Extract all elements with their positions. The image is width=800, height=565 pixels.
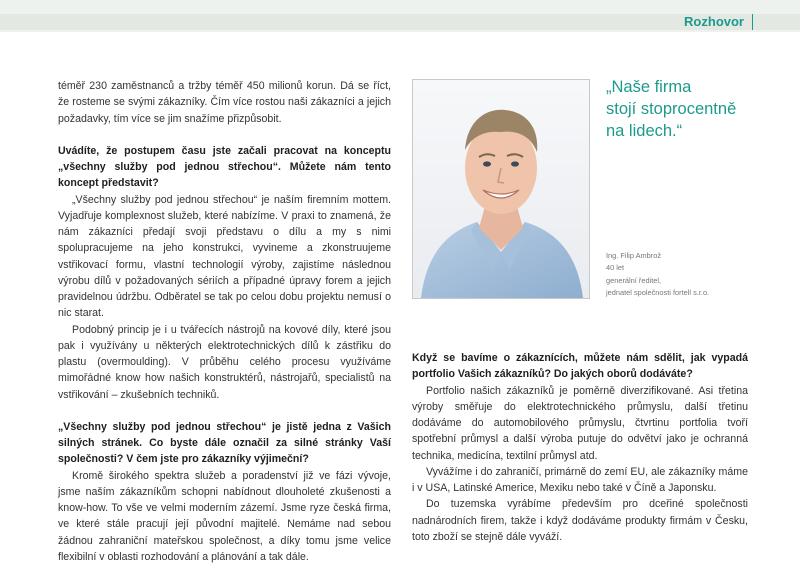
body-paragraph: „Všechny služby pod jednou střechou“ je naším firemním mottem. Vyjadřuje komplexnost služeb, které nabízíme. V praxi to znamená, že nám zákazníci předají svoji představu o dílu a my s nimi spolupracujeme na jeho konstrukci, vyvineme a zkonstruujeme vstřikovací formu, vlastní technologií výroby, zajistíme následnou výrobu dílů v požadovaných sériích a případné úpravy forem a jejich pravidelnou údržbu. Odběratel se tak po celou dobu projektu nemusí o nic starat. <box>58 192 391 322</box>
section-divider <box>752 14 753 30</box>
body-paragraph: Do tuzemska vyrábíme především pro dceřiné společnosti nadnárodních firem, takže i když dodáváme produkty firmám v Česku, toto zboží se stejně dále vyváží. <box>412 496 748 545</box>
pull-quote-line: stojí stoprocentně <box>606 98 786 120</box>
interview-question: Uvádíte, že postupem času jste začali pracovat na konceptu „všechny služby pod jednou střechou“. Můžete nám tento koncept představit? <box>58 143 391 192</box>
section-label: Rozhovor <box>684 14 744 29</box>
paragraph-gap <box>58 127 391 143</box>
caption-line: Ing. Filip Ambrož <box>606 250 796 262</box>
header-band <box>0 14 800 30</box>
caption-line: generální ředitel, <box>606 275 796 287</box>
interview-question: Když se bavíme o zákaznících, můžete nám sdělit, jak vypadá portfolio Vašich zákazníků? Do jakých oborů dodáváte? <box>412 350 748 383</box>
portrait-illustration <box>413 80 589 298</box>
caption-line: jednatel společnosti fortell s.r.o. <box>606 287 796 299</box>
body-paragraph: Podobný princip je i u tvářecích nástrojů na kovové díly, které jsou pak i využívány u některých elektrotechnických dílů k zástřiku do plastu (overmoulding). V průběhu celého procesu využíváme mimořádné know how našich konstruktérů, nástrojařů, specialistů na vstřikování – zkušebních techniků. <box>58 322 391 403</box>
portrait-photo <box>412 79 590 299</box>
body-paragraph: Kromě širokého spektra služeb a poradenství již ve fázi vývoje, jsme naším zákazníkům schopni nabídnout dlouholeté zkušenosti a know-how. To vše ve velmi moderním zázemí. Jsme ryze česká firma, ve které stále pracují její původní majitelé. Nemáme nad sebou žádnou zahraniční mateřskou společnost, a díky tomu jsme velice flexibilní v oblasti rozhodování a plánování a tak dále. <box>58 468 391 565</box>
pull-quote-line: na lidech.“ <box>606 120 786 142</box>
body-paragraph: Portfolio našich zákazníků je poměrně diverzifikované. Asi třetina výroby směřuje do elektrotechnického průmyslu, další třetinu dodáváme do automobilového průmyslu, čtvrtinu portfolia tvoří spotřební průmysl a další výroba putuje do odvětví jako je ochranná technika, medicína, textilní průmysl atd. <box>412 383 748 464</box>
pull-quote <box>606 76 786 142</box>
right-text-column <box>412 350 748 545</box>
paragraph-gap <box>58 403 391 419</box>
pull-quote-line: „Naše firma <box>606 76 786 98</box>
photo-caption <box>606 250 796 299</box>
interview-question: „Všechny služby pod jednou střechou“ je jistě jedna z Vašich silných stránek. Co byste dále označil za silné stránky Vaší společnosti? V čem jste pro zákazníky výjimeční? <box>58 419 391 468</box>
left-text-column <box>58 78 391 565</box>
page-header-bar <box>0 0 800 32</box>
body-paragraph: Vyvážíme i do zahraničí, primárně do zemí EU, ale zákazníky máme i v USA, Latinské Americe, Mexiku nebo také v Číně a Japonsku. <box>412 464 748 497</box>
caption-line: 40 let <box>606 262 796 274</box>
body-paragraph: téměř 230 zaměstnanců a tržby téměř 450 milionů korun. Dá se říct, že rosteme se svými zákazníky. Čím více rostou naši zákazníci a jejich požadavky, tím více se jim snažíme přizpůsobit. <box>58 78 391 127</box>
